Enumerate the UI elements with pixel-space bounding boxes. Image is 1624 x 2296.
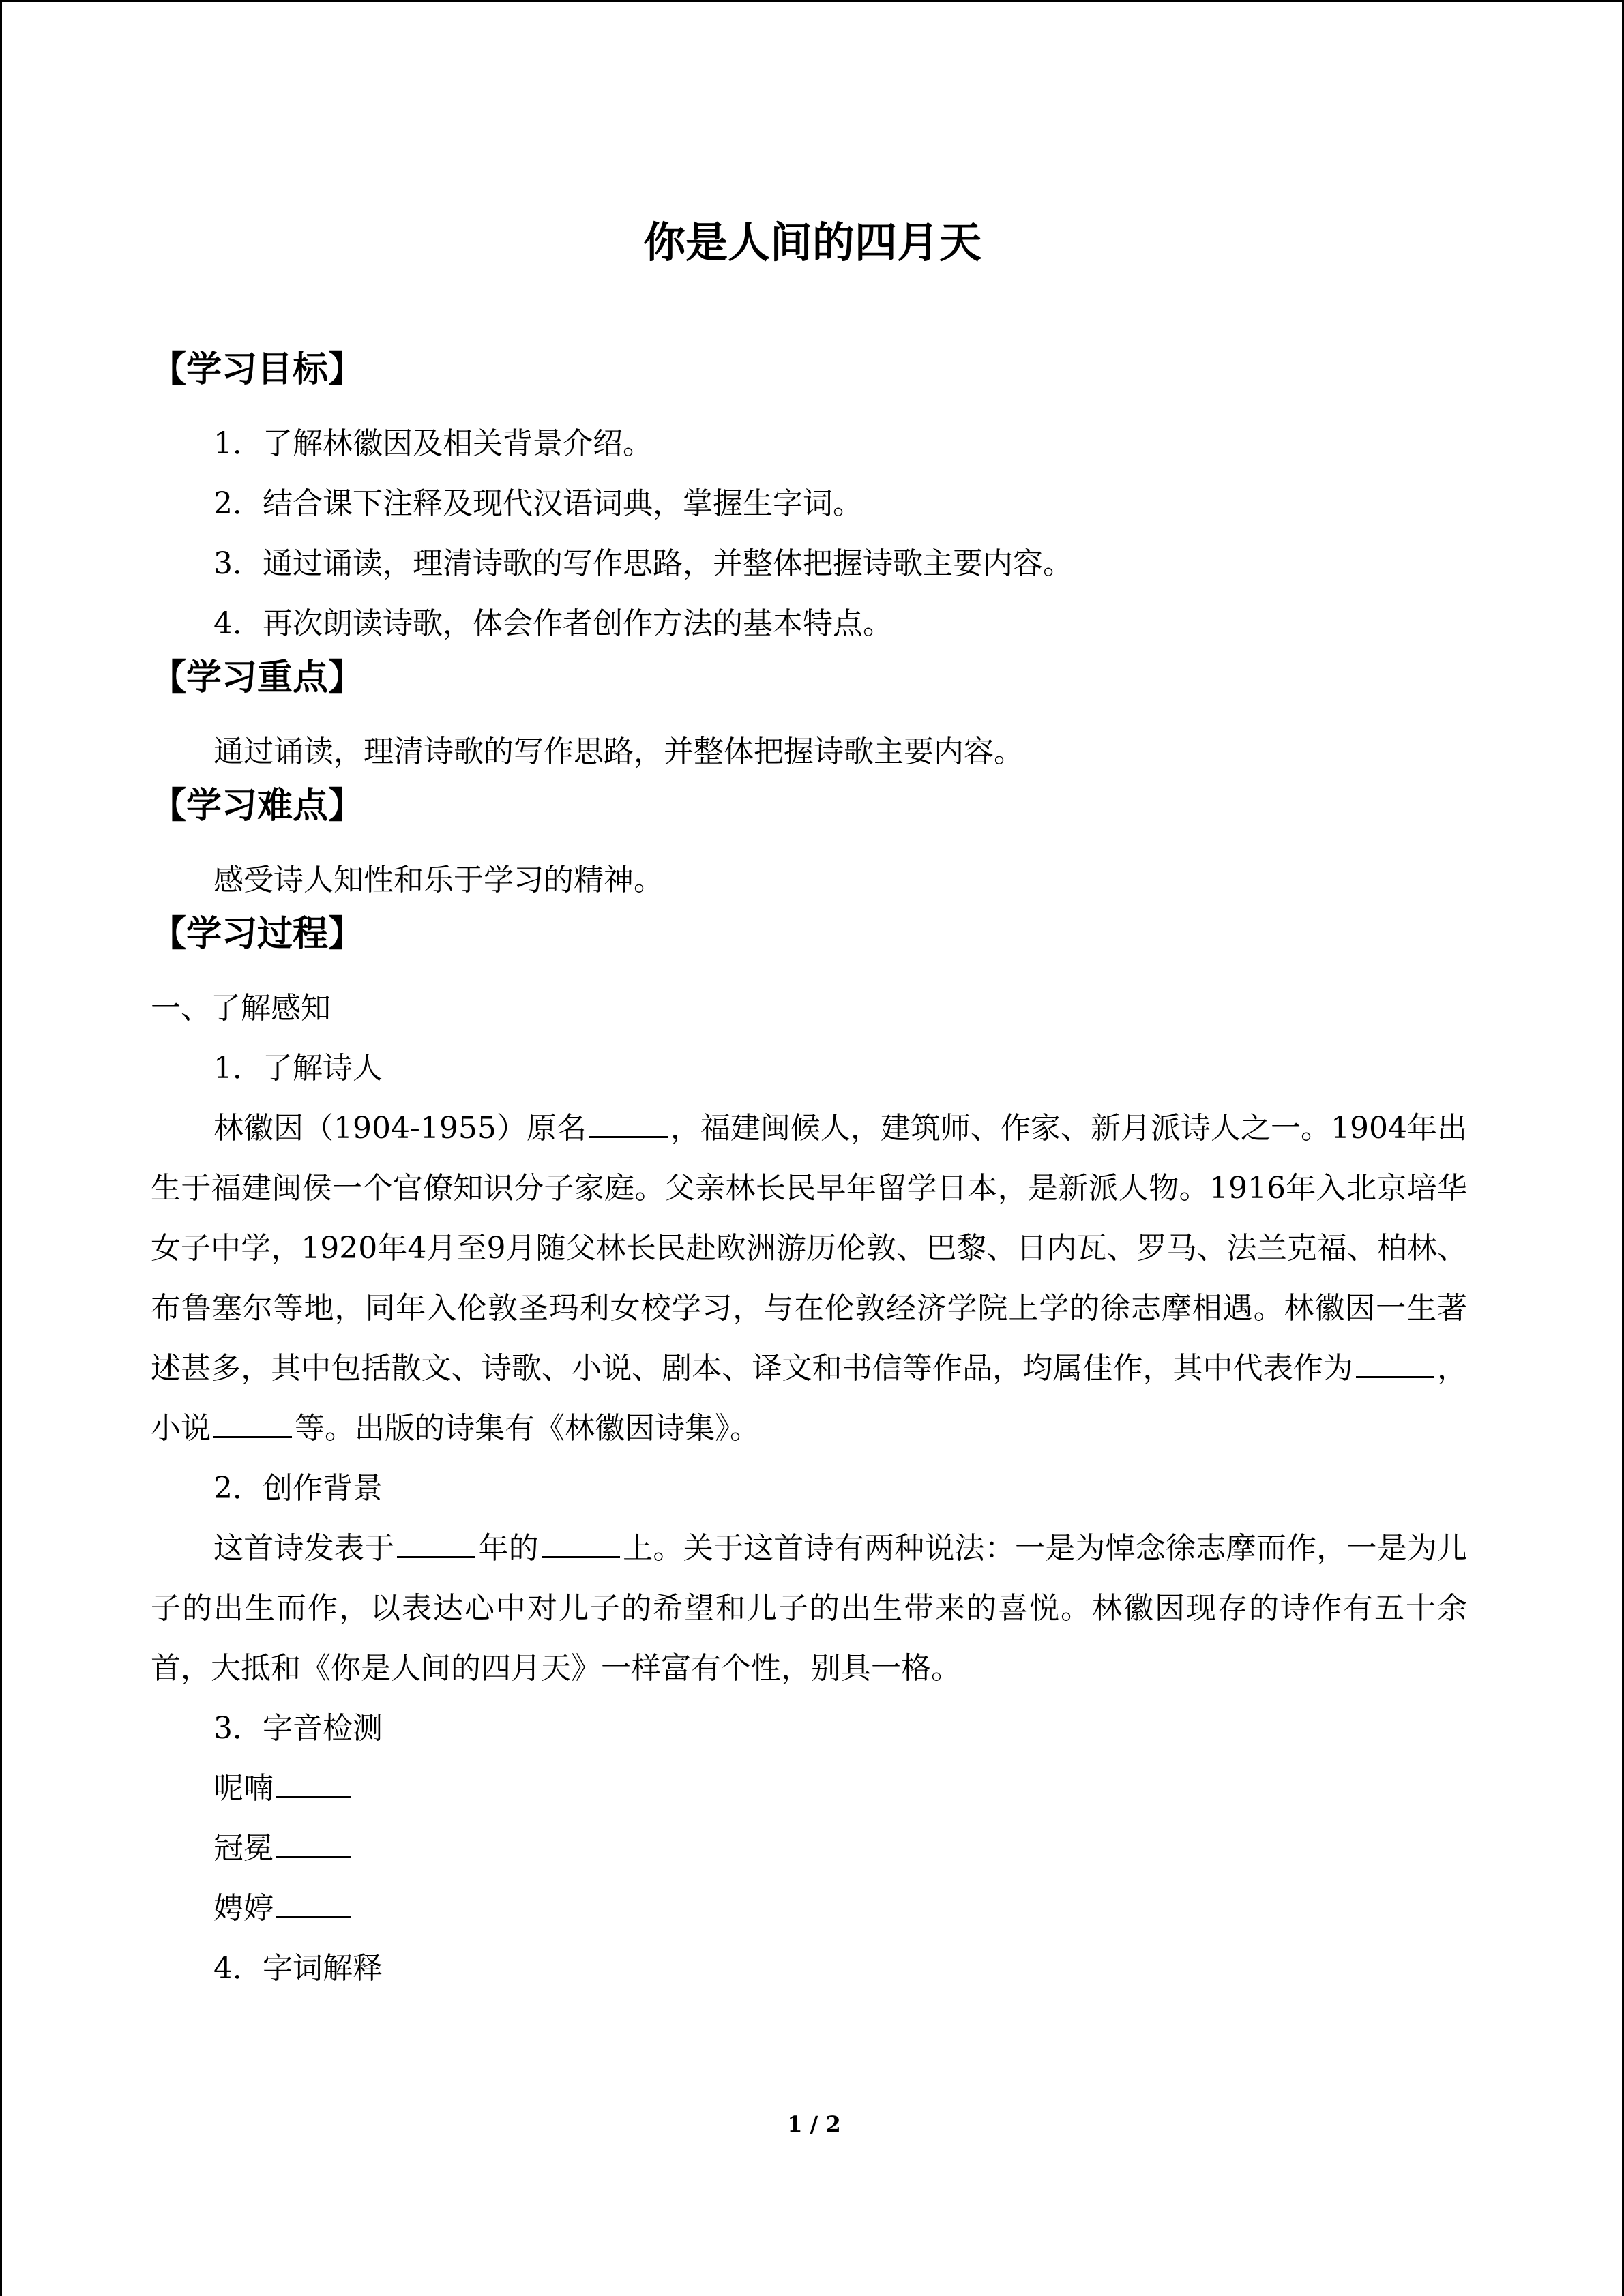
objective-item-3: 3．通过诵读，理清诗歌的写作思路，并整体把握诗歌主要内容。: [213, 546, 1073, 581]
sub1-label: 1．了解诗人: [213, 1051, 383, 1086]
blank-pronunciation-2[interactable]: [276, 1829, 351, 1858]
section-heading-objectives: 【学习目标】: [151, 348, 364, 390]
objective-item-4: 4．再次朗读诗歌，体会作者创作方法的基本特点。: [213, 606, 893, 641]
sub3-label: 3．字音检测: [213, 1711, 383, 1746]
blank-pronunciation-1[interactable]: [276, 1769, 351, 1798]
background-text-c: 上。关于这首诗有两种说法：一是为悼念徐志摩而作，一是为儿子的出生而作，以表达心中对儿子的希望和儿子的出生带来的喜悦。林徽因现存的诗作有五十余首，大抵和《你是人间的四月天》一样富有个性，别具一格。: [151, 1531, 1468, 1686]
document-content: [151, 210, 1467, 1999]
background-text-a: 这首诗发表于: [213, 1531, 395, 1566]
process-part-1: 一、了解感知: [151, 991, 331, 1026]
pronunciation-item-1: [151, 1759, 1467, 1819]
page-title: 你是人间的四月天: [643, 218, 981, 267]
section-heading-process: 【学习过程】: [151, 913, 364, 955]
sub4-label: 4．字词解释: [213, 1951, 383, 1986]
objective-item-1: 1．了解林徽因及相关背景介绍。: [213, 426, 653, 461]
section-heading-key-points: 【学习重点】: [151, 657, 364, 698]
blank-pronunciation-3[interactable]: [276, 1889, 351, 1918]
poet-intro-text-a: 林徽因（1904-1955）原名: [213, 1111, 587, 1146]
background-text-b: 年的: [478, 1531, 539, 1566]
blank-publication[interactable]: [542, 1529, 620, 1558]
blank-novel[interactable]: [213, 1409, 292, 1438]
section-heading-difficulties: 【学习难点】: [151, 785, 364, 826]
pronunciation-item-3: [151, 1879, 1467, 1939]
key-points-text: 通过诵读，理清诗歌的写作思路，并整体把握诗歌主要内容。: [213, 734, 1024, 769]
blank-original-name[interactable]: [589, 1109, 668, 1138]
blank-year[interactable]: [397, 1529, 475, 1558]
difficulties-text: 感受诗人知性和乐于学习的精神。: [213, 863, 664, 897]
page-number: 1 / 2: [787, 2111, 841, 2137]
sub2-label: 2．创作背景: [213, 1471, 383, 1506]
pronunciation-word-1: 呢喃: [213, 1771, 274, 1806]
poet-intro-text-b: ，福建闽候人，建筑师、作家、新月派诗人之一。1904年出生于福建闽侯一个官僚知识分子家庭。父亲林长民早年留学日本，是新派人物。1916年入北京培华女子中学，1920年4月至9月随父林长民赴欧洲游历伦敦、巴黎、日内瓦、罗马、法兰克福、柏林、布鲁塞尔等地，同年入伦敦圣玛利女校学习，与在伦敦经济学院上学的徐志摩相遇。林徽因一生著述甚多，其中包括散文、诗歌、小说、剧本、译文和书信等作品，均属佳作，其中代表作为: [151, 1111, 1467, 1386]
background-paragraph: [151, 1519, 1467, 1699]
poet-intro-paragraph: [151, 1099, 1467, 1459]
pronunciation-word-2: 冠冕: [213, 1831, 274, 1866]
objective-item-2: 2．结合课下注释及现代汉语词典，掌握生字词。: [213, 486, 863, 521]
blank-representative-work[interactable]: [1356, 1349, 1434, 1378]
poet-intro-text-d: 等。出版的诗集有《林徽因诗集》。: [295, 1411, 760, 1446]
pronunciation-word-3: 娉婷: [213, 1891, 274, 1926]
poet-intro-text-c: ，小说: [151, 1351, 1468, 1446]
pronunciation-item-2: [151, 1819, 1467, 1879]
